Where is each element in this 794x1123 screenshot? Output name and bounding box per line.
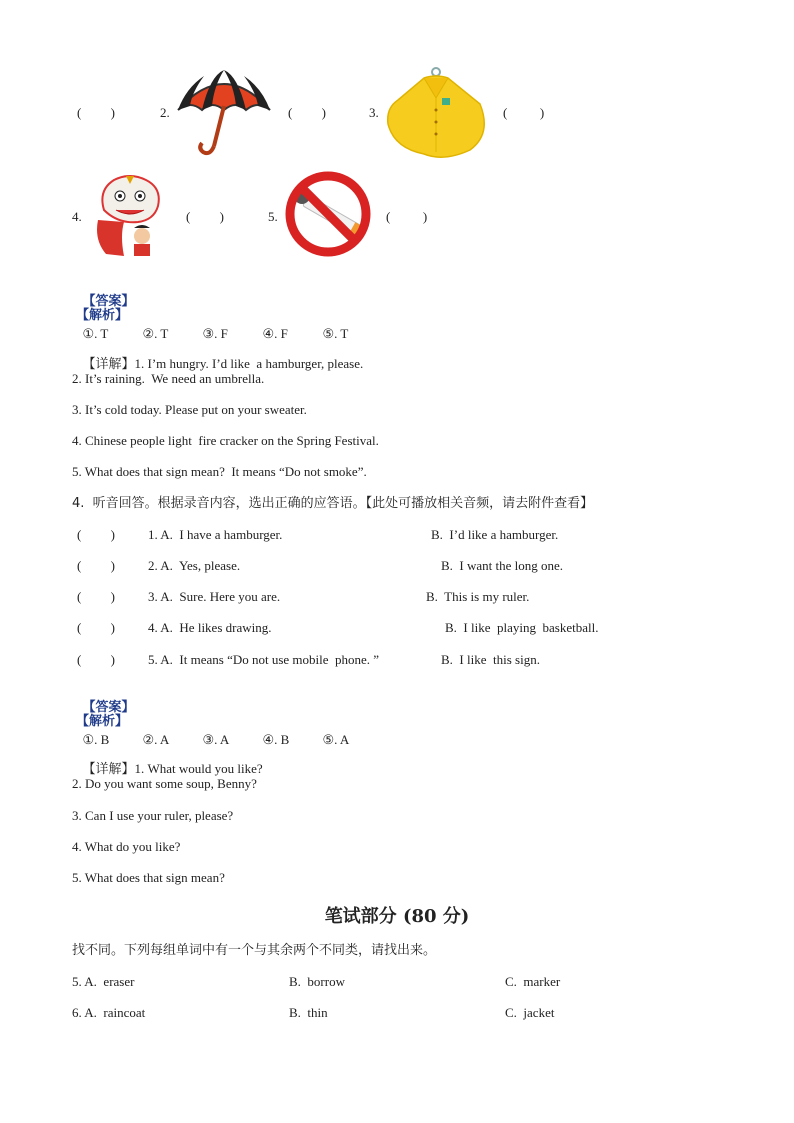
question-option-a: 5. A. It means “Do not use mobile phone. ” <box>148 652 380 667</box>
answer-item: ②. T <box>142 326 169 341</box>
answer-item: ④. F <box>262 326 288 341</box>
question-option-a: 3. A. Sure. Here you are. <box>148 589 281 604</box>
question-blank[interactable]: ( ) <box>77 589 115 604</box>
question-blank[interactable]: ( ) <box>77 527 115 542</box>
question-option-a: 4. A. He likes drawing. <box>148 620 272 635</box>
question-option-b: B. I want the long one. <box>441 558 564 573</box>
blank-3[interactable]: ( ) <box>503 105 545 120</box>
detail-line: 5. What does that sign mean? <box>72 870 225 885</box>
answer-item: ③. F <box>202 326 228 341</box>
detail-line: 3. It’s cold today. Please put on your sweater. <box>72 402 307 417</box>
question-blank[interactable]: ( ) <box>77 652 115 667</box>
detail-line: 4. Chinese people light fire cracker on the Spring Festival. <box>72 433 379 448</box>
written-section-title: 笔试部分 (80 分) <box>324 906 470 927</box>
item-number-3: 3. <box>369 105 379 120</box>
answer-item: ⑤. A <box>322 732 350 747</box>
question-blank[interactable]: ( ) <box>77 558 115 573</box>
analysis-label: 【解析】 <box>76 714 129 729</box>
question-blank[interactable]: ( ) <box>77 620 115 635</box>
answer-item: ④. B <box>262 732 290 747</box>
lion-dance-icon <box>84 170 176 262</box>
question-option-b: B. I’d like a hamburger. <box>431 527 559 542</box>
analysis-label: 【解析】 <box>76 308 129 323</box>
blank-2[interactable]: ( ) <box>288 105 326 120</box>
section-4-instruction: 4. 听音回答。根据录音内容，选出正确的应答语。【此处可播放相关音频，请去附件查看】 <box>72 496 594 511</box>
question-option-b: B. This is my ruler. <box>426 589 530 604</box>
detail-line: 4. What do you like? <box>72 839 181 854</box>
choice-option-a: 5. A. eraser <box>72 974 135 989</box>
answer-item: ②. A <box>142 732 170 747</box>
umbrella-icon <box>174 66 274 158</box>
blank-1[interactable]: ( ) <box>77 105 115 120</box>
question-option-b: B. I like this sign. <box>441 652 540 667</box>
detail-label: 【详解】 <box>82 357 135 372</box>
written-instruction: 找不同。下列每组单词中有一个与其余两个不同类，请找出来。 <box>72 943 437 958</box>
detail-line: 5. What does that sign mean? It means “Do not smoke”. <box>72 464 367 479</box>
item-number-5: 5. <box>268 209 278 224</box>
blank-5[interactable]: ( ) <box>386 209 428 224</box>
choice-option-b: B. borrow <box>289 974 345 989</box>
question-option-b: B. I like playing basketball. <box>445 620 599 635</box>
detail-line <box>76 745 263 778</box>
choice-option-c: C. marker <box>505 974 561 989</box>
raincoat-icon <box>384 64 490 160</box>
detail-label: 【详解】 <box>82 762 135 777</box>
item-number-2: 2. <box>160 105 170 120</box>
question-option-a: 1. A. I have a hamburger. <box>148 527 283 542</box>
question-option-a: 2. A. Yes, please. <box>148 558 241 573</box>
answer-item: ⑤. T <box>322 326 349 341</box>
detail-line: 3. Can I use your ruler, please? <box>72 808 234 823</box>
detail-text: 1. What would you like? <box>134 761 263 776</box>
answer-item: ①. B <box>82 732 110 747</box>
detail-text: 1. I’m hungry. I’d like a hamburger, please. <box>134 356 364 371</box>
answer-label: 【答案】 <box>82 700 135 715</box>
choice-option-b: B. thin <box>289 1005 328 1020</box>
answer-label: 【答案】 <box>82 294 135 309</box>
no-smoking-sign-icon <box>282 168 376 262</box>
blank-4[interactable]: ( ) <box>186 209 224 224</box>
detail-line <box>76 340 363 373</box>
detail-line: 2. It’s raining. We need an umbrella. <box>72 371 265 386</box>
answer-item: ①. T <box>82 326 109 341</box>
choice-option-c: C. jacket <box>505 1005 555 1020</box>
answer-item: ③. A <box>202 732 230 747</box>
item-number-4: 4. <box>72 209 82 224</box>
choice-option-a: 6. A. raincoat <box>72 1005 146 1020</box>
detail-line: 2. Do you want some soup, Benny? <box>72 776 257 791</box>
